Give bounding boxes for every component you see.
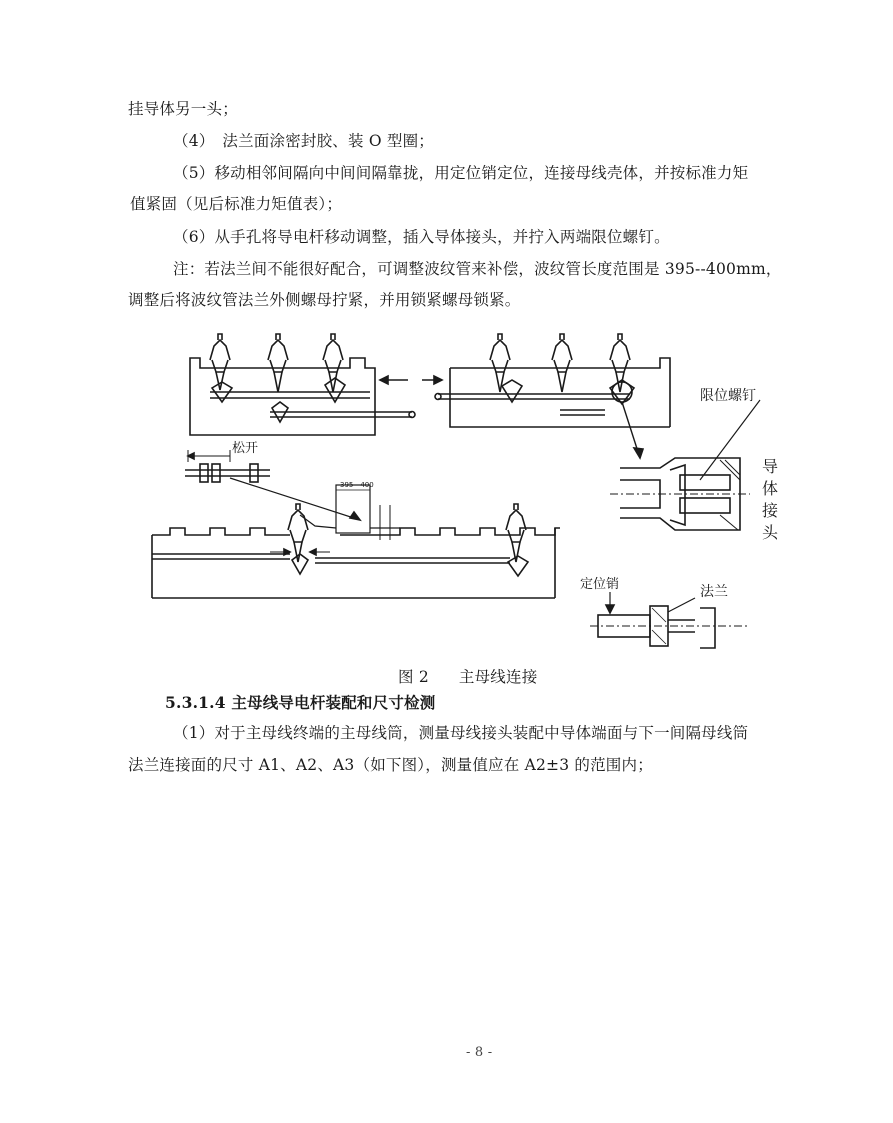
pin-flange-detail (590, 592, 750, 648)
paragraph-line: 法兰连接面的尺寸 A1、A2、A3（如下图），测量值应在 A2±3 的范围内； (128, 756, 653, 774)
flange-label: 法兰 (700, 584, 728, 600)
paragraph-line: 值紧固（见后标准力矩值表）； (130, 195, 343, 213)
figure-number: 图 2 (398, 668, 429, 686)
conductor-joint-label (762, 457, 779, 542)
paragraph-line: （6）从手孔将导电杆移动调整，插入导体接头，并拧入两端限位螺钉。 (173, 228, 670, 246)
svg-text:接: 接 (762, 501, 779, 520)
bellows-dimension (336, 485, 370, 533)
limit-screw-label: 限位螺钉 (700, 388, 756, 404)
move-arrow (380, 376, 408, 384)
busbar-connection-figure (140, 330, 779, 660)
joint-detail (610, 400, 760, 530)
insulator (210, 334, 230, 390)
loosen-detail (185, 450, 360, 520)
locating-pin-label: 定位销 (580, 577, 620, 592)
insulator (288, 504, 308, 562)
section-heading: 5.3.1.4 主母线导电杆装配和尺寸检测 (165, 693, 436, 712)
figure-title: 主母线连接 (458, 668, 538, 686)
paragraph-line: （4） 法兰面涂密封胶、装 O 型圈； (173, 132, 434, 150)
svg-text:导: 导 (762, 457, 779, 476)
paragraph-line: 挂导体另一头； (128, 100, 238, 118)
insulator (323, 334, 343, 392)
insulator (268, 334, 288, 392)
page-number: - 8 - (466, 1045, 493, 1060)
upper-right-enclosure (435, 334, 670, 427)
upper-left-enclosure (190, 334, 415, 435)
note-line: 调整后将波纹管法兰外侧螺母拧紧，并用锁紧螺母锁紧。 (128, 291, 521, 309)
dimension-label: 395 - 400 (340, 481, 374, 489)
note-line: 注：若法兰间不能很好配合，可调整波纹管来补偿，波纹管长度范围是 395--400mm， (173, 260, 782, 278)
insulator (552, 334, 572, 392)
svg-text:体: 体 (762, 479, 779, 498)
paragraph-line: （1）对于主母线终端的主母线筒，测量母线接头装配中导体端面与下一间隔母线筒 (173, 724, 749, 742)
insulator (506, 504, 526, 562)
figure-caption (398, 666, 537, 688)
paragraph-line: （5）移动相邻间隔向中间间隔靠拢，用定位销定位，连接母线壳体，并按标准力矩 (173, 164, 749, 182)
move-arrow (422, 376, 442, 384)
loosen-label: 松开 (232, 441, 259, 456)
svg-text:头: 头 (762, 523, 779, 542)
